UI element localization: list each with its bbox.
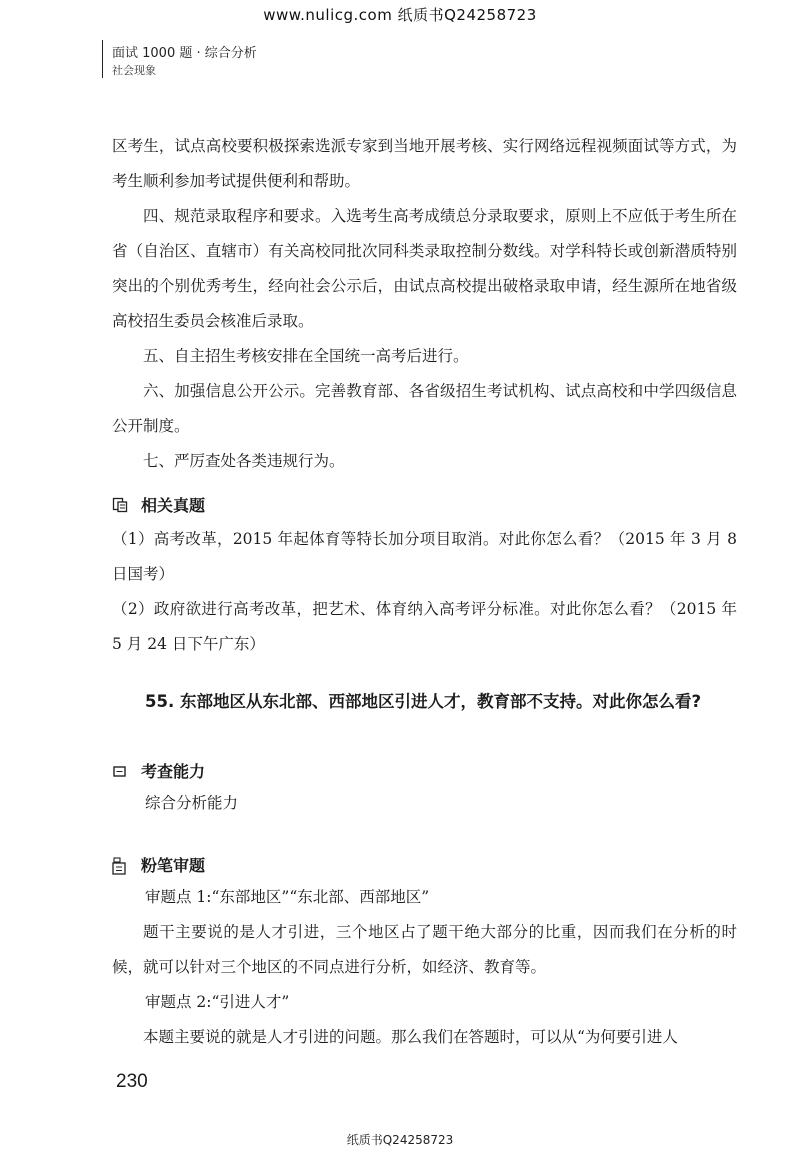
page-number: 230 <box>116 1071 148 1092</box>
paragraph-item-6: 六、加强信息公开公示。完善教育部、各省级招生考试机构、试点高校和中学四级信息公开制度。 <box>112 382 737 435</box>
paragraph-continuation: 区考生，试点高校要积极探索选派专家到当地开展考核、实行网络远程视频面试等方式，为考生顺利参加考试提供便利和帮助。 <box>112 137 737 190</box>
square-icon <box>112 763 128 779</box>
related-section-title: 相关真题 <box>141 496 206 515</box>
review-text-1: 题干主要说的是人才引进，三个地区占了题干绝大部分的比重，因而我们在分析的时候，就可以针对三个地区的不同点进行分析，如经济、教育等。 <box>112 923 737 976</box>
related-section-heading <box>112 493 205 516</box>
ability-section-heading <box>112 759 205 782</box>
review-section-title: 粉笔审题 <box>141 856 206 875</box>
review-section-heading <box>112 853 205 876</box>
top-watermark: www.nulicg.com 纸质书Q24258723 <box>263 6 537 24</box>
paragraph-item-5: 五、自主招生考核安排在全国统一高考后进行。 <box>143 347 469 365</box>
ability-text: 综合分析能力 <box>145 794 239 812</box>
paragraph-item-7: 七、严厉查处各类违规行为。 <box>143 452 345 470</box>
header-title: 面试 1000 题 · 综合分析 <box>112 46 257 61</box>
review-point-2: 审题点 2:“引进人才” <box>145 993 290 1011</box>
related-question-2: （2）政府欲进行高考改革，把艺术、体育纳入高考评分标准。对此你怎么看？（2015 年 5 月 24 日下午广东） <box>112 600 737 653</box>
ability-section-title: 考查能力 <box>141 762 206 781</box>
header-subtitle: 社会现象 <box>112 64 156 77</box>
paragraph-item-4: 四、规范录取程序和要求。入选考生高考成绩总分录取要求，原则上不应低于考生所在省（自治区、直辖市）有关高校同批次同科类录取控制分数线。对学科特长或创新潜质特别突出的个别优秀考生，经向社会公示后，由试点高校提出破格录取申请，经生源所在地省级高校招生委员会核准后录取。 <box>112 207 737 330</box>
bottom-watermark: 纸质书Q24258723 <box>346 1133 454 1147</box>
header-divider <box>102 40 103 78</box>
pen-doc-icon <box>112 857 128 873</box>
review-point-1: 审题点 1:“东部地区”“东北部、西部地区” <box>145 888 430 906</box>
related-question-1: （1）高考改革，2015 年起体育等特长加分项目取消。对此你怎么看？（2015 年 3 月 8 日国考） <box>112 530 737 583</box>
review-text-2: 本题主要说的就是人才引进的问题。那么我们在答题时，可以从“为何要引进人 <box>143 1028 678 1046</box>
question-title: 55. 东部地区从东北部、西部地区引进人才，教育部不支持。对此你怎么看? <box>145 692 702 711</box>
document-icon <box>112 497 128 513</box>
